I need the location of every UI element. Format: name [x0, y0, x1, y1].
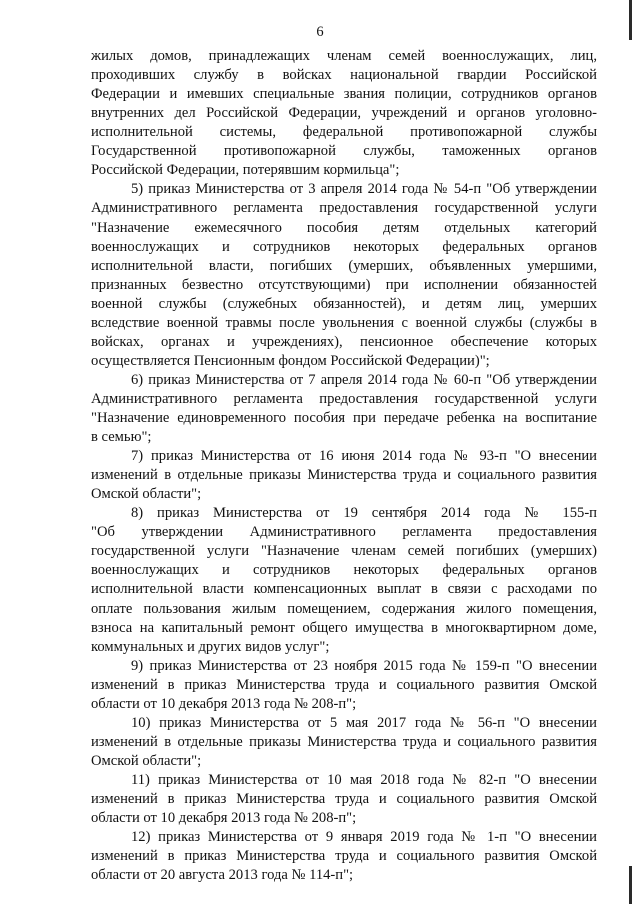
text-line: "Об утверждении Административного регламента предоставления — [91, 524, 597, 541]
text-line: коммунальных и других видов услуг"; — [91, 638, 330, 655]
text-line: 10) приказ Министерства от 5 мая 2017 года № 56-п "О внесении — [131, 714, 597, 731]
text-line: внутренних дел Российской Федерации, учреждений и органов уголовно- — [91, 105, 597, 122]
text-line: Административного регламента предоставления государственной услуги — [91, 200, 597, 217]
text-line: исполнительной власти компенсационных выплат в связи с расходами по — [91, 581, 597, 598]
scan-edge-mark — [629, 0, 632, 40]
text-line: Федерации и имевших специальные звания полиции, сотрудников органов — [91, 86, 597, 103]
page-number: 6 — [316, 24, 324, 40]
text-line: государственной услуги "Назначение членам семей погибших (умерших) — [91, 543, 597, 560]
text-line: признанных безвестно отсутствующими) при исполнении обязанностей — [91, 276, 597, 293]
text-line: 8) приказ Министерства от 19 сентября 2014 года № 155-п — [131, 505, 597, 522]
text-line: военной службы (служебных обязанностей), и детям лиц, умерших — [91, 295, 597, 312]
text-line: 7) приказ Министерства от 16 июня 2014 года № 93-п "О внесении — [131, 448, 597, 465]
text-line: Омской области"; — [91, 752, 202, 769]
text-line: 6) приказ Министерства от 7 апреля 2014 года № 60-п "Об утверждении — [131, 371, 597, 388]
text-line: проходивших службу в войсках национальной гвардии Российской — [91, 67, 597, 83]
text-line: осуществляется Пенсионным фондом Российской Федерации)"; — [91, 352, 490, 369]
text-line: военнослужащих и сотрудников некоторых федеральных органов — [91, 562, 597, 579]
text-line: изменений в приказ Министерства труда и социального развития Омской — [91, 676, 597, 693]
text-line: исполнительной власти, погибших (умерших, объявленных умершими, — [91, 257, 597, 274]
text-line: изменений в отдельные приказы Министерства труда и социального развития — [91, 467, 597, 484]
text-line: области от 10 декабря 2013 года № 208-п"; — [91, 695, 357, 712]
text-line: Государственной противопожарной службы, таможенных органов — [91, 143, 597, 160]
text-line: "Назначение ежемесячного пособия детям отдельных категорий — [91, 219, 597, 236]
text-line: 5) приказ Министерства от 3 апреля 2014 года № 54-п "Об утверждении — [131, 181, 597, 198]
text-line: области от 20 августа 2013 года № 114-п"; — [91, 867, 354, 884]
text-line: в семью"; — [91, 429, 152, 445]
text-line: жилых домов, принадлежащих членам семей военнослужащих, лиц, — [91, 48, 597, 64]
text-line: Российской Федерации, потерявшим кормильца"; — [91, 162, 400, 179]
text-line: области от 10 декабря 2013 года № 208-п"; — [91, 810, 357, 826]
text-line: "Назначение единовременного пособия при передаче ребенка на воспитание — [91, 409, 597, 426]
text-line: 12) приказ Министерства от 9 января 2019 года № 1-п "О внесении — [131, 829, 597, 846]
text-line: вследствие военной травмы после увольнения с военной службы (службы в — [91, 314, 597, 331]
text-line: изменений в приказ Министерства труда и социального развития Омской — [91, 848, 597, 865]
text-line: оплате пользования жилым помещением, содержания жилого помещения, — [91, 600, 597, 617]
text-line: взноса на капитальный ремонт общего имущества в многоквартирном доме, — [91, 619, 597, 636]
text-line: исполнительной системы, федеральной противопожарной службы — [91, 124, 597, 141]
text-line: изменений в приказ Министерства труда и социального развития Омской — [91, 791, 597, 807]
text-line: войсках, органах и учреждениях), пенсионное обеспечение которых — [91, 333, 597, 350]
text-line: Омской области"; — [91, 486, 202, 503]
text-line: военнослужащих и сотрудников некоторых федеральных органов — [91, 238, 597, 255]
text-line: 9) приказ Министерства от 23 ноября 2015 года № 159-п "О внесении — [131, 657, 597, 674]
scan-edge-mark — [629, 866, 632, 904]
text-line: изменений в отдельные приказы Министерства труда и социального развития — [91, 733, 597, 750]
text-line: Административного регламента предоставления государственной услуги — [91, 390, 597, 407]
text-line: 11) приказ Министерства от 10 мая 2018 года № 82-п "О внесении — [131, 771, 597, 788]
